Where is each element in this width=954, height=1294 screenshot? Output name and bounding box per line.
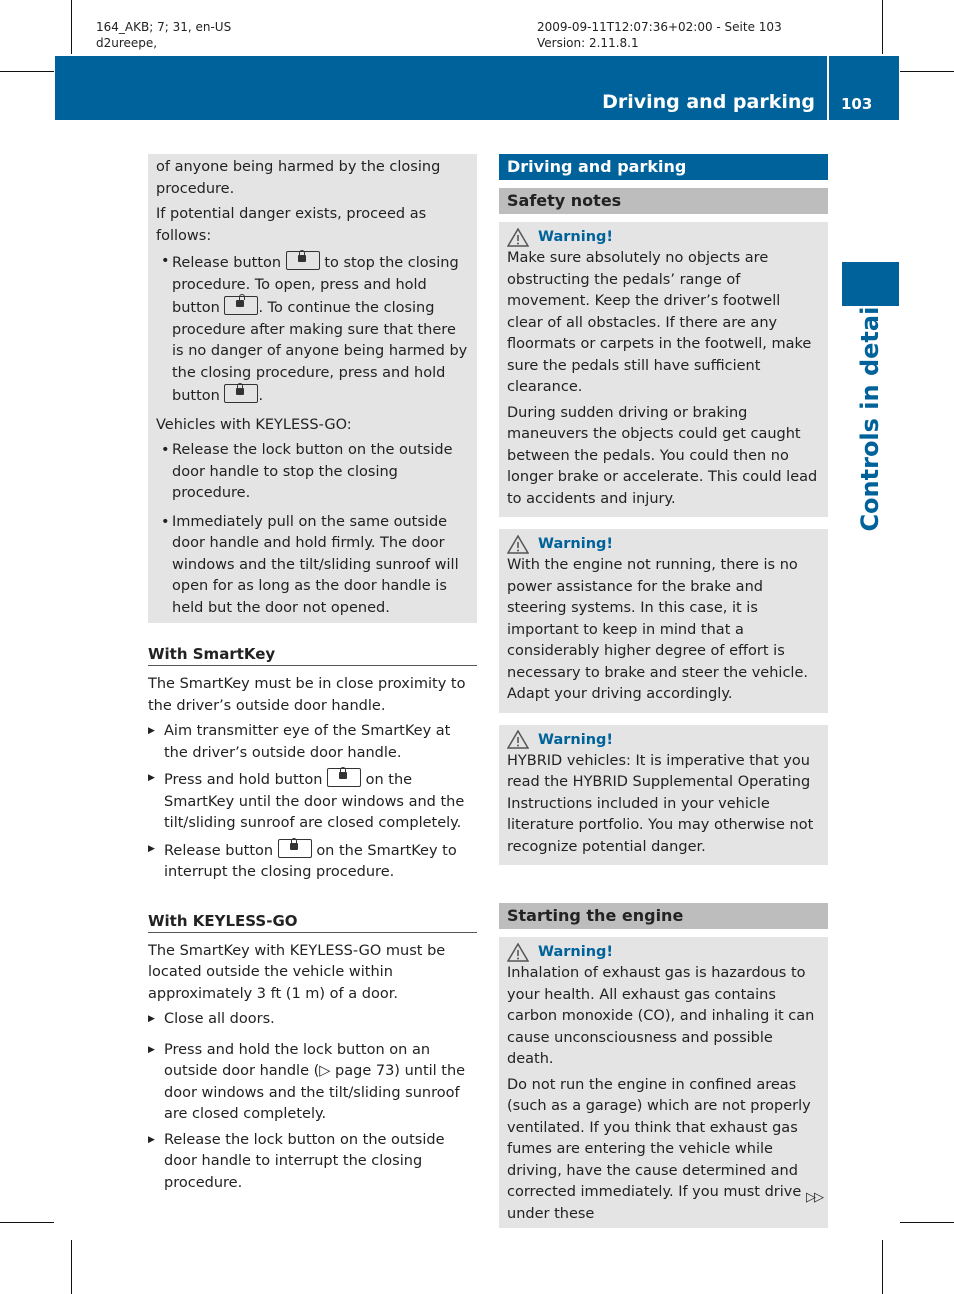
warning-triangle-icon [507,535,529,554]
bullet-text: . [258,388,264,404]
section-intro: The SmartKey with KEYLESS-GO must be located outside the vehicle within approximately 3 ft (1 m) of a door. [148,942,446,1002]
side-tab-label: Controls in detail [856,298,884,532]
step-text: Release button [164,842,274,859]
closing-procedure-box [148,154,477,623]
warning-triangle-icon [507,730,529,749]
print-meta-left-line1: 164_AKB; 7; 31, en-US [96,20,232,34]
instruction-step: ▶ Press and hold the lock button on an outside door handle (▷ page 73) until the door windows and the tilt/sliding sunroof are closed completely. [148,1040,477,1126]
warning-title [507,533,820,555]
crop-mark [882,0,883,54]
warning-triangle-icon [507,943,529,962]
warning-box [499,529,828,713]
crop-mark [71,1240,72,1294]
step-text: Press and hold button [164,772,323,788]
right-column [499,154,828,1228]
box-paragraph: of anyone being harmed by the closing procedure. [156,159,441,197]
bullet-text: . To continue the closing procedure after making sure that there is no danger of anyone being harmed by the closing procedure, press and hold button [172,300,468,404]
print-meta-right-line1: 2009-09-11T12:07:36+02:00 - Seite 103 [537,20,782,34]
box-paragraph: Vehicles with KEYLESS-GO: [156,416,352,433]
header-title: Driving and parking [602,91,815,113]
lock-button-icon [278,839,312,858]
warning-box [499,725,828,866]
bullet-text: to stop the closing procedure. To open, press and hold button [172,255,459,316]
print-meta-right [537,19,782,51]
unlock-button-icon [224,296,258,315]
lock-button-icon [286,251,320,270]
warning-text: During sudden driving or braking maneuvers the objects could get caught between the pedals. You could then no longer brake or accelerate. This could lead to accidents and injury. [507,404,818,507]
box-paragraph: If potential danger exists, proceed as follows: [156,206,427,244]
crop-mark [900,71,954,72]
warning-title-text: Warning! [538,536,614,552]
print-meta-left [96,19,231,51]
warning-title [507,226,820,248]
section-heading-starting-engine: Starting the engine [499,903,828,929]
warning-title-text: Warning! [538,229,614,245]
warning-title-text: Warning! [538,944,614,960]
step-text: on the SmartKey until the door windows and the tilt/sliding sunroof are closed completely. [164,772,465,831]
crop-mark [0,1222,54,1223]
box-bullet: • Immediately pull on the same outside door handle and hold firmly. The door windows and the tilt/sliding sunroof will open for as long as the door handle is held but the door not opened. [156,512,469,620]
section-heading-smartkey: With SmartKey [148,643,477,666]
warning-text: HYBRID vehicles: It is imperative that you read the HYBRID Supplemental Operating Instructions included in your vehicle literature portfolio. You may otherwise not recognize potential danger. [507,752,814,855]
left-column [148,154,477,1198]
crop-mark [882,1240,883,1294]
page-number: 103 [841,95,873,113]
crop-mark [71,0,72,54]
print-meta-left-line2: d2ureepe, [96,36,158,50]
lock-button-icon [327,768,361,787]
instruction-step [148,768,477,835]
section-heading-keyless-go: With KEYLESS-GO [148,910,477,933]
instruction-step: ▶ Close all doors. [148,1009,477,1031]
instruction-step: ▶ Release the lock button on the outside door handle to interrupt the closing procedure. [148,1130,477,1195]
warning-triangle-icon [507,228,529,247]
box-bullet [156,251,469,408]
warning-title-text: Warning! [538,731,614,748]
warning-box [499,222,828,517]
chapter-heading: Driving and parking [499,154,828,180]
step-text: on the SmartKey to interrupt the closing procedure. [164,842,457,880]
header-separator [827,56,829,120]
warning-title [507,941,820,963]
header-bar [55,56,899,120]
warning-title [507,729,820,751]
warning-text: With the engine not running, there is no power assistance for the brake and steering systems. In this case, it is important to keep in mind that a considerably higher degree of effort is necessary to brake and steer the vehicle. Adapt your driving accordingly. [507,557,808,702]
bullet-text: Release button [172,255,282,271]
crop-mark [0,71,54,72]
warning-text: Make sure absolutely no objects are obstructing the pedals’ range of movement. Keep the driver’s footwell clear of all obstacles. If there are any floormats or carpets in the footwell, make sure the pedals still have sufficient clearance. [507,250,812,395]
print-meta-right-line2: Version: 2.11.8.1 [537,36,639,50]
section-heading-safety-notes: Safety notes [499,188,828,214]
warning-text: Inhalation of exhaust gas is hazardous to your health. All exhaust gas contains carbon monoxide (CO), and inhaling it can cause unconsciousness and possible death. [507,965,815,1067]
warning-box [499,937,828,1228]
instruction-step: ▶ Aim transmitter eye of the SmartKey at the driver’s outside door handle. [148,721,477,764]
warning-text: Do not run the engine in confined areas (such as a garage) which are not properly ventilated. If you think that exhaust gas fumes are entering the vehicle while driving, have the cause determined and corrected immediately. If you must drive under these [507,1076,811,1222]
section-intro: The SmartKey must be in close proximity to the driver’s outside door handle. [148,676,466,714]
crop-mark [900,1222,954,1223]
instruction-step [148,839,477,884]
continue-arrows-icon: ▷▷ [806,1190,822,1205]
box-bullet: • Release the lock button on the outside door handle to stop the closing procedure. [156,440,469,505]
lock-button-icon [224,384,258,403]
